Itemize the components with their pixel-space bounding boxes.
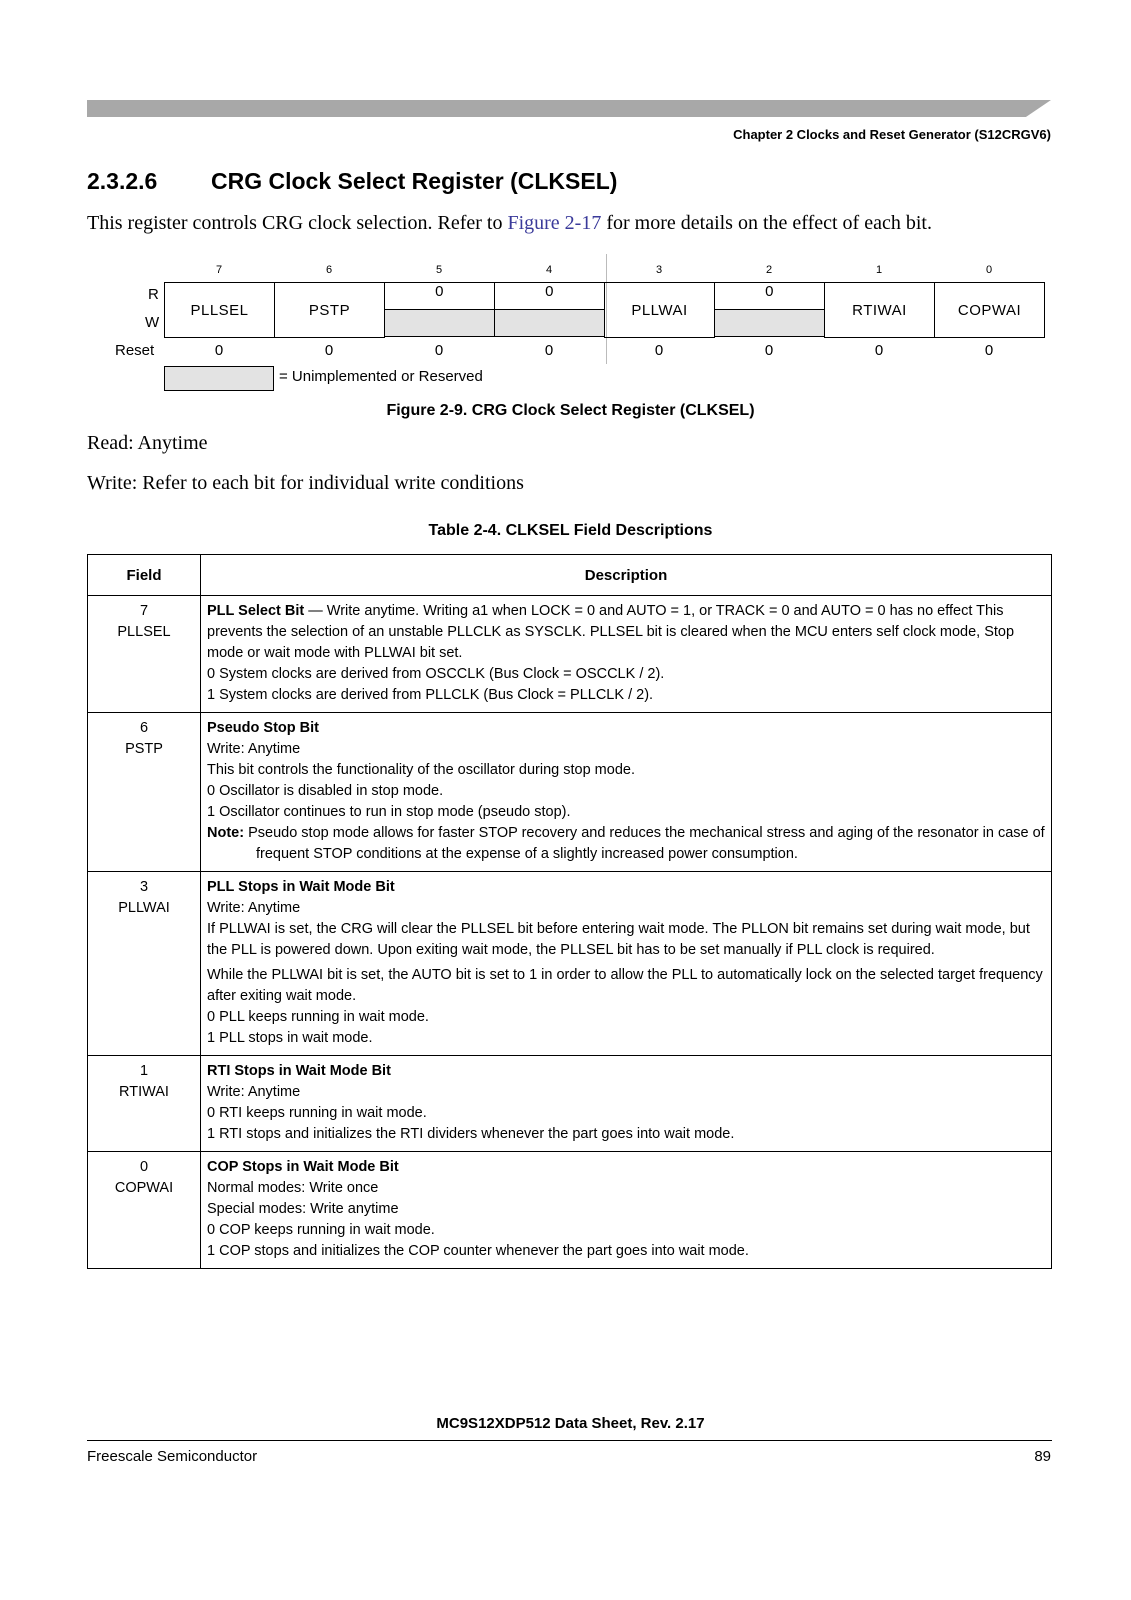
row-label-write: W — [145, 314, 160, 331]
section-number: 2.3.2.6 — [87, 168, 158, 194]
reserved-read-cell: 0 — [494, 282, 605, 310]
bit-number: 4 — [545, 264, 553, 276]
field-bit: 3 — [139, 879, 149, 895]
legend-text: = Unimplemented or Reserved — [279, 368, 483, 385]
description-line: Normal modes: Write once — [207, 1180, 379, 1196]
table-row — [88, 596, 1052, 713]
register-bit-cell: PLLSEL — [164, 282, 275, 338]
field-name: PLLWAI — [118, 900, 170, 916]
reserved-write-cell — [494, 309, 605, 337]
table-row — [88, 1056, 1052, 1152]
register-bit-cell: PLLWAI — [604, 282, 715, 338]
description-line: If PLLWAI is set, the CRG will clear the PLLSEL bit before entering wait mode. The PLLON bit remains set during wait mode, but the PLL is powered down. Upon exiting wait mode, the PLLSEL bit has to be set manually if PLL clock is required. — [207, 921, 1030, 958]
description-cell — [201, 713, 1052, 872]
table-row — [88, 713, 1052, 872]
field-cell — [88, 1152, 201, 1269]
reset-value: 0 — [654, 342, 664, 359]
reserved-read-cell: 0 — [384, 282, 495, 310]
field-cell — [88, 1056, 201, 1152]
bit-number: 6 — [325, 264, 333, 276]
bit-number: 3 — [655, 264, 663, 276]
field-cell — [88, 713, 201, 872]
header-description: Description — [201, 555, 1052, 596]
field-name: COPWAI — [114, 1180, 174, 1196]
field-name: RTIWAI — [119, 1084, 169, 1100]
reserved-write-cell — [384, 309, 495, 337]
header-bar — [87, 100, 1051, 117]
reserved-read-cell: 0 — [714, 282, 825, 310]
description-line: 1 PLL stops in wait mode. — [207, 1030, 373, 1046]
description-cell — [201, 1056, 1052, 1152]
intro-text-after: for more details on the effect of each bit. — [601, 212, 932, 234]
reset-value: 0 — [544, 342, 554, 359]
description-line: Write: Anytime — [207, 1084, 301, 1100]
description-title: Pseudo Stop Bit — [207, 720, 319, 736]
intro-paragraph — [87, 212, 932, 235]
field-name: PSTP — [125, 741, 163, 757]
chapter-header: Chapter 2 Clocks and Reset Generator (S12CRGV6) — [733, 127, 1051, 142]
description-line: 0 RTI keeps running in wait mode. — [207, 1105, 427, 1121]
reset-value: 0 — [874, 342, 884, 359]
description-note — [207, 823, 1045, 865]
reset-value: 0 — [764, 342, 774, 359]
description-title: PLL Stops in Wait Mode Bit — [207, 879, 395, 895]
description-line: Write: Anytime — [207, 741, 301, 757]
footer-doc-title: MC9S12XDP512 Data Sheet, Rev. 2.17 — [436, 1415, 705, 1432]
reset-value: 0 — [984, 342, 994, 359]
table-row — [88, 1152, 1052, 1269]
reserved-write-cell — [714, 309, 825, 337]
bit-number: 0 — [985, 264, 993, 276]
field-descriptions-table — [87, 554, 1052, 1269]
legend-swatch — [164, 366, 274, 391]
figure-link[interactable]: Figure 2-17 — [507, 212, 602, 234]
write-access: Write: Refer to each bit for individual write conditions — [87, 472, 524, 494]
description-title-suffix: — Write anytime. Writing a1 when LOCK = 0 and AUTO = 1, or TRACK = 0 and AUTO = 0 has no effect This prevents the selection of an unstable PLLCLK as SYSCLK. PLLSEL bit is cleared when the MCU enters self clock mode, Stop mode or wait mode with PLLWAI bit set. — [207, 603, 1015, 661]
footer-divider — [87, 1440, 1052, 1441]
description-line: While the PLLWAI bit is set, the AUTO bit is set to 1 in order to allow the PLL to automatically lock on the selected target frequency after exiting wait mode. — [207, 967, 1043, 1004]
intro-text-before: This register controls CRG clock selection. Refer to — [87, 212, 508, 234]
reset-value: 0 — [214, 342, 224, 359]
description-line: 0 COP keeps running in wait mode. — [207, 1222, 435, 1238]
page-number: 89 — [1034, 1448, 1051, 1465]
note-text: Pseudo stop mode allows for faster STOP recovery and reduces the mechanical stress and aging of the resonator in case of frequent STOP conditions at the expense of a slightly increased power consumption. — [248, 825, 1045, 862]
field-bit: 7 — [139, 603, 149, 619]
description-title: RTI Stops in Wait Mode Bit — [207, 1063, 391, 1079]
row-label-reset: Reset — [115, 342, 155, 359]
reset-value: 0 — [324, 342, 334, 359]
table-row — [88, 872, 1052, 1056]
description-cell — [201, 1152, 1052, 1269]
description-line: 0 PLL keeps running in wait mode. — [207, 1009, 429, 1025]
description-line: 0 Oscillator is disabled in stop mode. — [207, 783, 444, 799]
table-header-row — [88, 555, 1052, 596]
description-line: Special modes: Write anytime — [207, 1201, 399, 1217]
bit-number: 1 — [875, 264, 883, 276]
description-line: Write: Anytime — [207, 900, 301, 916]
field-bit: 1 — [139, 1063, 149, 1079]
footer-company: Freescale Semiconductor — [87, 1448, 258, 1465]
reset-value: 0 — [434, 342, 444, 359]
description-line: 1 System clocks are derived from PLLCLK (Bus Clock = PLLCLK / 2). — [207, 687, 654, 703]
note-label: Note: — [207, 825, 245, 841]
read-access: Read: Anytime — [87, 432, 208, 454]
description-line: 1 COP stops and initializes the COP counter whenever the part goes into wait mode. — [207, 1243, 749, 1259]
bit-number: 5 — [435, 264, 443, 276]
bit-number: 7 — [215, 264, 223, 276]
field-cell — [88, 872, 201, 1056]
description-cell — [201, 872, 1052, 1056]
section-title: CRG Clock Select Register (CLKSEL) — [211, 168, 618, 194]
description-title: COP Stops in Wait Mode Bit — [207, 1159, 399, 1175]
field-name: PLLSEL — [117, 624, 171, 640]
field-cell — [88, 596, 201, 713]
description-line: 1 RTI stops and initializes the RTI dividers whenever the part goes into wait mode. — [207, 1126, 735, 1142]
description-line: 1 Oscillator continues to run in stop mode (pseudo stop). — [207, 804, 571, 820]
row-label-read: R — [148, 286, 159, 303]
bit-number: 2 — [765, 264, 773, 276]
figure-caption: Figure 2-9. CRG Clock Select Register (CLKSEL) — [386, 402, 755, 419]
header-field: Field — [88, 555, 201, 596]
description-line: 0 System clocks are derived from OSCCLK (Bus Clock = OSCCLK / 2). — [207, 666, 665, 682]
register-bit-cell: RTIWAI — [824, 282, 935, 338]
register-bit-cell: COPWAI — [934, 282, 1045, 338]
description-cell — [201, 596, 1052, 713]
table-caption: Table 2-4. CLKSEL Field Descriptions — [428, 522, 713, 539]
description-title: PLL Select Bit — [207, 603, 305, 619]
register-bit-cell: PSTP — [274, 282, 385, 338]
field-bit: 0 — [139, 1159, 149, 1175]
field-bit: 6 — [139, 720, 149, 736]
description-line: This bit controls the functionality of the oscillator during stop mode. — [207, 762, 635, 778]
